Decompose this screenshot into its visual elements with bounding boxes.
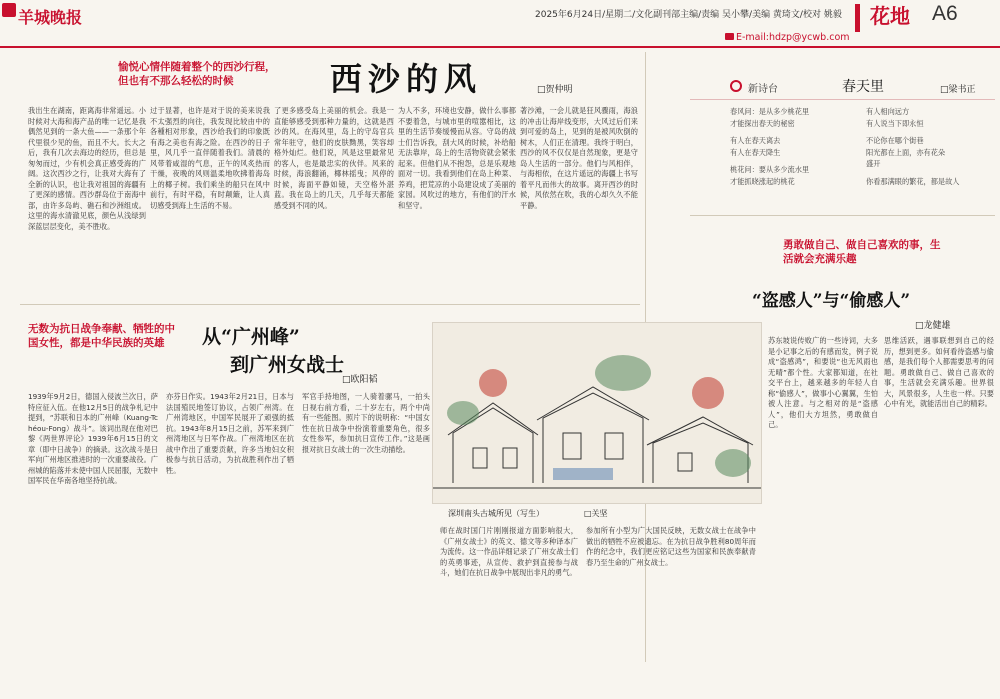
article2-subtitle: 无数为抗日战争奉献、牺牲的中国女性，都是中华民族的英雄 bbox=[28, 323, 175, 350]
article1-column-4: 为人不多，环境也安静，做什么事都不要着急，与城市里的喧嚣相比，这里的生活节奏缓慢而从容。守岛的战士们告诉我，刮大风的时候，补给船无法靠岸，岛上的生活物资就会紧张起来。但他们从不抱怨，总是乐观地面对一切。我看到他们在岛上种菜、养鸡，把荒凉的小岛建设成了美丽的家园。风吹过的地方，有他们的汗水和坚守。 bbox=[398, 106, 516, 210]
article2-column-5: 参加所有小型为广大国民反映，无数女战士在战争中做出的牺牲不应被遗忘。在为抗日战争胜利80周年而作的纪念中，我们更应铭记这些为国家和民族奉献青春乃至生命的广州女战士。 bbox=[586, 526, 756, 567]
email-icon bbox=[725, 33, 734, 40]
illustration-author: □关坚 bbox=[584, 509, 608, 518]
email-address[interactable]: E-mail:hdzp@ycwb.com bbox=[736, 32, 850, 43]
article3-subtitle: 勇敢做自己、做自己喜欢的事，生活就会充满乐趣 bbox=[783, 239, 941, 266]
poem-line: 阳光都在上面，亦有花朵 bbox=[866, 147, 946, 157]
article2-title-line-1: 从“广州峰” bbox=[202, 326, 300, 348]
section-bar bbox=[855, 4, 860, 32]
article3-author: □龙健雄 bbox=[915, 321, 951, 331]
illustration-caption: 深圳南头古城所见（写生） bbox=[448, 509, 544, 518]
poem-right-column bbox=[866, 106, 996, 187]
article2-column-2: 亦芬日作实。1943年2月21日，日本与法国殖民地签订协议，占领广州湾。在广州湾地区，中国军民展开了顽强的抵抗。1943年8月15日之前，苏军来到广州湾地区与日军作战。广州湾地区在抗战中作出了重要贡献，许多当地妇女积极参与抗日活动，为抗战胜利作出了牺牲。 bbox=[166, 392, 294, 475]
poem-line: 有人在春天离去 bbox=[730, 136, 781, 145]
article2-column-4: 师在战时国门片刚刚报道方面影响很大，《广州女战士》的英文、德文等多种译本广为流传。这一作品详细记录了广州女战士们的英勇事迹，从宣传、救护到直接参与战斗，她们在抗日战争中展现出非凡的勇气。 bbox=[440, 526, 578, 577]
article1-column-3: 了更多感受岛上美丽的机会。我是一直能够感受到那种力量的，这就是西沙的风。在海风里，岛上的守岛官兵常年驻守，他们的皮肤黝黑，笑容却格外灿烂。他们说，风是这里最常见的客人，也是最忠实的伙伴。风来的时候，海浪翻涌，椰林摇曳；风停的时候，海面平静如镜，天空格外湛蓝。我在岛上的几天，几乎每天都能感受到不同的风。 bbox=[274, 106, 394, 210]
article3-column-1: 苏东坡说传败广的一些诗词，大多是小记事之后的有感而发，例子说成“盗感鸿”，和要说“也无风雨也无晴”都个性。大家都知道，在社交平台上，越来越多的年轻人自称“偷感人”，做事小心翼翼，生怕被人注意。与之相对的是“盗感人”，他们大方坦然，勇敢做自己。 bbox=[768, 336, 878, 429]
header-rule bbox=[0, 46, 1000, 48]
article1-column-1: 我出生在湖南，距离海非常遥远。小时候对大海和海产品的唯一记忆是我偶然见到的一条大鱼——一条那个年代里很少见的鱼，而且不大。长大之后，我有几次去海边的经历，但总是匆匆而过，少有机会真正感受海的广阔。这次西沙之行，让我对大海有了全新的认识，也让我对祖国的海疆有了更深的感情。西沙群岛位于南海中部，由许多岛屿、礁石和沙洲组成。这里的海水清澈见底，颜色从浅绿到深蓝层层变化，美不胜收。 bbox=[28, 106, 146, 231]
article1-author: □贺仲明 bbox=[537, 85, 573, 95]
newspaper-logo: 羊城晚报 bbox=[18, 8, 83, 27]
poem-line: 有人说当下即永恒 bbox=[866, 118, 924, 128]
poem-column-label: 新诗台 bbox=[748, 84, 778, 95]
article1-subtitle: 愉悦心情伴随着整个的西沙行程，但也有不那么轻松的时候 bbox=[118, 61, 276, 88]
illustration bbox=[432, 322, 762, 504]
poem-left-column bbox=[730, 106, 850, 187]
article1-title: 西沙的风 bbox=[330, 60, 483, 98]
article1-column-5: 著沙滩，一会儿就是狂风骤雨，海浪的冲击让海岸线变形，大风过后们来到可爱的岛上，见到的是被风吹倒的树木，人们正在清理。我终于明白，西沙的风不仅仅是自然现象，更是守岛人生活的一部分。他们与风相伴，与海相依，在这片遥远的海疆上书写着平凡而伟大的故事。离开西沙的时候，风依然在吹，我的心却久久不能平静。 bbox=[520, 106, 638, 210]
date-line: 2025年6月24日/星期二/文化副刊部主编/责编 吴小攀/美编 黄琦文/校对 姚毅 bbox=[535, 10, 842, 20]
poem-line: 不论你在哪个街巷 bbox=[866, 136, 924, 145]
article1-column-2: 过于显著，也许是对于说的美来说我不太强烈的向往，我发现比较由中的各種相对形象，西沙给我们的印象既有海之美也有海之险。在西沙的日子里，风几乎一直伴随着我们。清晨的风带着咸湿的气息，正午的风炙热而干燥，夜晚的风则温柔地吹拂着海岛上的椰子树。我们乘坐的船只在风中前行，有时平稳，有时颠簸，让人真切感受到海上生活的不易。 bbox=[150, 106, 270, 210]
poem-line: 有人在春天降生 bbox=[730, 147, 781, 157]
article2-title-line-2: 到广州女战士 bbox=[230, 354, 345, 376]
section-name: 花地 bbox=[870, 4, 910, 28]
poem-rule bbox=[690, 99, 995, 100]
sketch-drawing bbox=[433, 323, 762, 504]
poem-line: 盛开 bbox=[866, 159, 881, 168]
article3-column-2: 思维活跃，遇事联想到自己的经历，想到更多。如何看待盗感与偷感，是我们每个人都需要思考的问题。勇敢做自己、做自己喜欢的事，生活就会充满乐趣。世界很大，风景很多，人生也一样。只要心中有光，就能活出自己的精彩。 bbox=[884, 336, 994, 408]
horizontal-divider bbox=[20, 304, 640, 305]
article2-author: □欧阳韬 bbox=[342, 375, 378, 385]
poem-line: 才能探出春天的秘密 bbox=[730, 118, 795, 128]
logo-mark-icon bbox=[2, 3, 16, 17]
poem-line: 有人相向远方 bbox=[866, 107, 910, 116]
poem-line: 你看那满眼的繁花，都是故人 bbox=[866, 176, 960, 186]
poem-line: 才能抓晓涨起的桃花 bbox=[730, 176, 795, 186]
poem-circle-icon bbox=[730, 80, 742, 92]
poem-title: 春天里 bbox=[842, 79, 884, 95]
poem-author: □梁书正 bbox=[940, 85, 976, 95]
article2-column-3: 军官手持地图，一人骑着骡马，一拍头日视右前方看，二十岁左右，两个中尚有一些能图。照片下的说明称：“中国女性在抗日战争中扮演着重要角色，很多女性参军，参加抗日宣传工作。”这是画报对抗日女战士的一次生动描绘。 bbox=[302, 392, 430, 454]
page-number: A6 bbox=[932, 2, 958, 25]
article2-column-1: 1939年9月2日，德国入侵波兰次日，萨特应征入伍。在他12月5日的战争札记中提到，“苏联和日本的广州峰（Kuang-Tchéou-Fong）战斗”。该词出现在他对巴黎《两世界评论》1939年6月15日的文章（即中日战争）的摘录。这次战斗是日军向广州地区推进时的一次重要战役。广州城的陷落并未使中国人民屈服，无数中国军民在华南各地坚持抗战。 bbox=[28, 392, 158, 485]
article3-title: “盗感人”与“偷感人” bbox=[752, 291, 911, 311]
poem-line: 春风问：是从多少桃花里 bbox=[730, 107, 810, 116]
poem-line: 桃花问：要从多少流水里 bbox=[730, 165, 810, 174]
poem-bottom-rule bbox=[690, 215, 995, 216]
masthead bbox=[0, 0, 1000, 44]
